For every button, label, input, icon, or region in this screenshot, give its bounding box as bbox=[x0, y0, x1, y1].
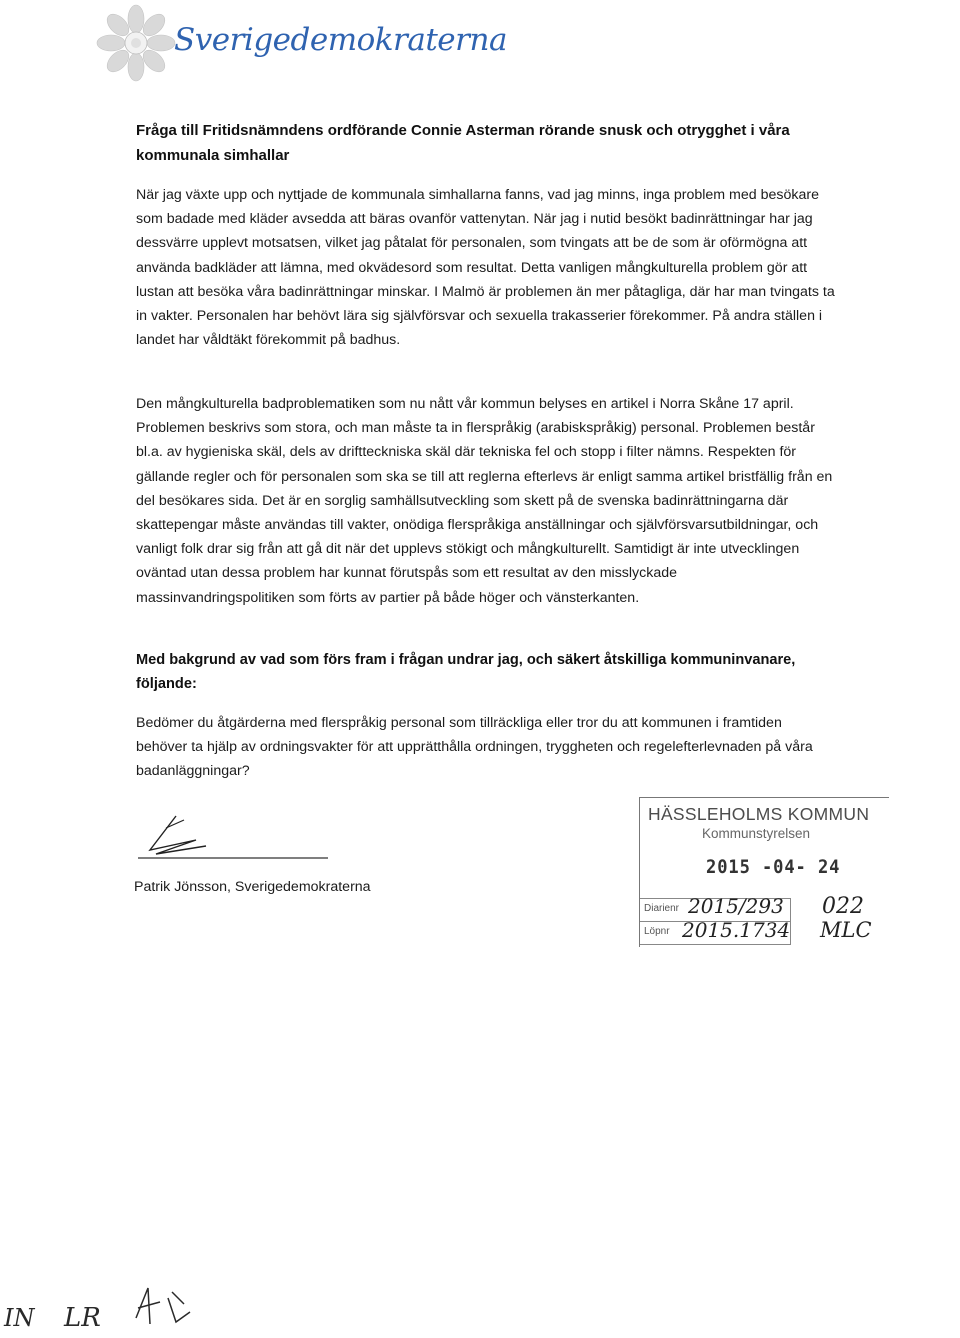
footer-initials-2: LR bbox=[64, 1303, 101, 1333]
party-logo bbox=[96, 4, 507, 82]
stamp-diarienr-label: Diarienr bbox=[644, 903, 680, 914]
stamp-organization: HÄSSLEHOLMS KOMMUN bbox=[648, 804, 870, 824]
stamp-date: 2015 -04- 24 bbox=[706, 856, 841, 878]
stamp-department: Kommunstyrelsen bbox=[702, 826, 811, 841]
paragraph-1: När jag växte upp och nyttjade de kommunala simhallarna fanns, vad jag minns, inga problem med besökare som badade med kläder avsedda att bäras ovanför vattenytan. När jag i nutid besökt badinrättningar har jag dessvärre upplevt motsatsen, vilket jag påtalat för personalen, som tvingats att be de som är oförmögna att använda badkläder att lämna, med okvädesord som resultat. Detta vanligen mångkulturella problem gör att lustan att besöka våra badinrättningar minskar. I Malmö är problemen än mer påtagliga, där har man tvingats ta in vakter. Personalen har behövt lära sig självförsvar och sexuella trakasserier förekommer. På andra ställen i landet har våldtäkt förekommit på badhus. bbox=[136, 187, 835, 349]
flower-icon bbox=[96, 4, 176, 82]
handwritten-footer-initials bbox=[0, 1278, 240, 1338]
document-title: Fråga till Fritidsnämndens ordförande Connie Asterman rörande snusk och otrygghet i våra kommunala simhallar bbox=[136, 122, 790, 164]
paragraph-2: Den mångkulturella badproblematiken som nu nått vår kommun belyses en artikel i Norra Skåne 17 april. Problemen beskrivs som stora, och man måste ta in flerspråkig (arabiskspråkig) personal. Problemen består bl.a. av hygieniska skäl, dels av driftteckniska skäl där tekniska fel och stopp i filter nämns. Respekten för gällande regler och för personalen som ska se till att reglerna efterlevs är enligt samma artikel bristfällig från en del besökares sida. Det är en sorglig samhällsutveckling som skett på de svenska badinrättningarna där skattepengar måste användas till vakter, onödiga flerspråkiga anställningar och självförsvarsutbildningar, och vanligt folk drar sig från att gå dit när det upplevs stökigt och mångkulturellt. Samtidigt är inte utvecklingen oväntad utan dessa problem har kunnat förutspås som ett resultat av den misslyckade massinvandringspolitiken som förts av partier på både höger och vänsterkanten. bbox=[136, 396, 833, 606]
stamp-lopnr-handwritten: 2015.1734 bbox=[682, 918, 791, 942]
registry-stamp bbox=[639, 797, 889, 947]
stamp-lopnr-label: Löpnr bbox=[644, 926, 670, 937]
question-intro: Med bakgrund av vad som förs fram i frågan undrar jag, och säkert åtskilliga kommuninvanare, följande: bbox=[136, 652, 796, 693]
footer-scribble bbox=[136, 1288, 190, 1324]
logo-wordmark: Sverigedemokraterna bbox=[174, 22, 507, 58]
stamp-diarienr-handwritten: 2015/293 bbox=[688, 894, 784, 918]
stamp-initials: MLC bbox=[820, 918, 872, 942]
signatory-name: Patrik Jönsson, Sverigedemokraterna bbox=[134, 879, 371, 895]
question-text: Bedömer du åtgärderna med flerspråkig personal som tillräckliga eller tror du att kommunen i framtiden behöver ta hjälp av ordningsvakter för att upprätthålla ordningen, tryggheten och regelefterlevnaden på våra badanläggningar? bbox=[136, 715, 813, 780]
stamp-side-number: 022 bbox=[822, 894, 864, 919]
handwritten-signature bbox=[136, 808, 336, 868]
footer-initials-1: IN bbox=[4, 1304, 35, 1332]
